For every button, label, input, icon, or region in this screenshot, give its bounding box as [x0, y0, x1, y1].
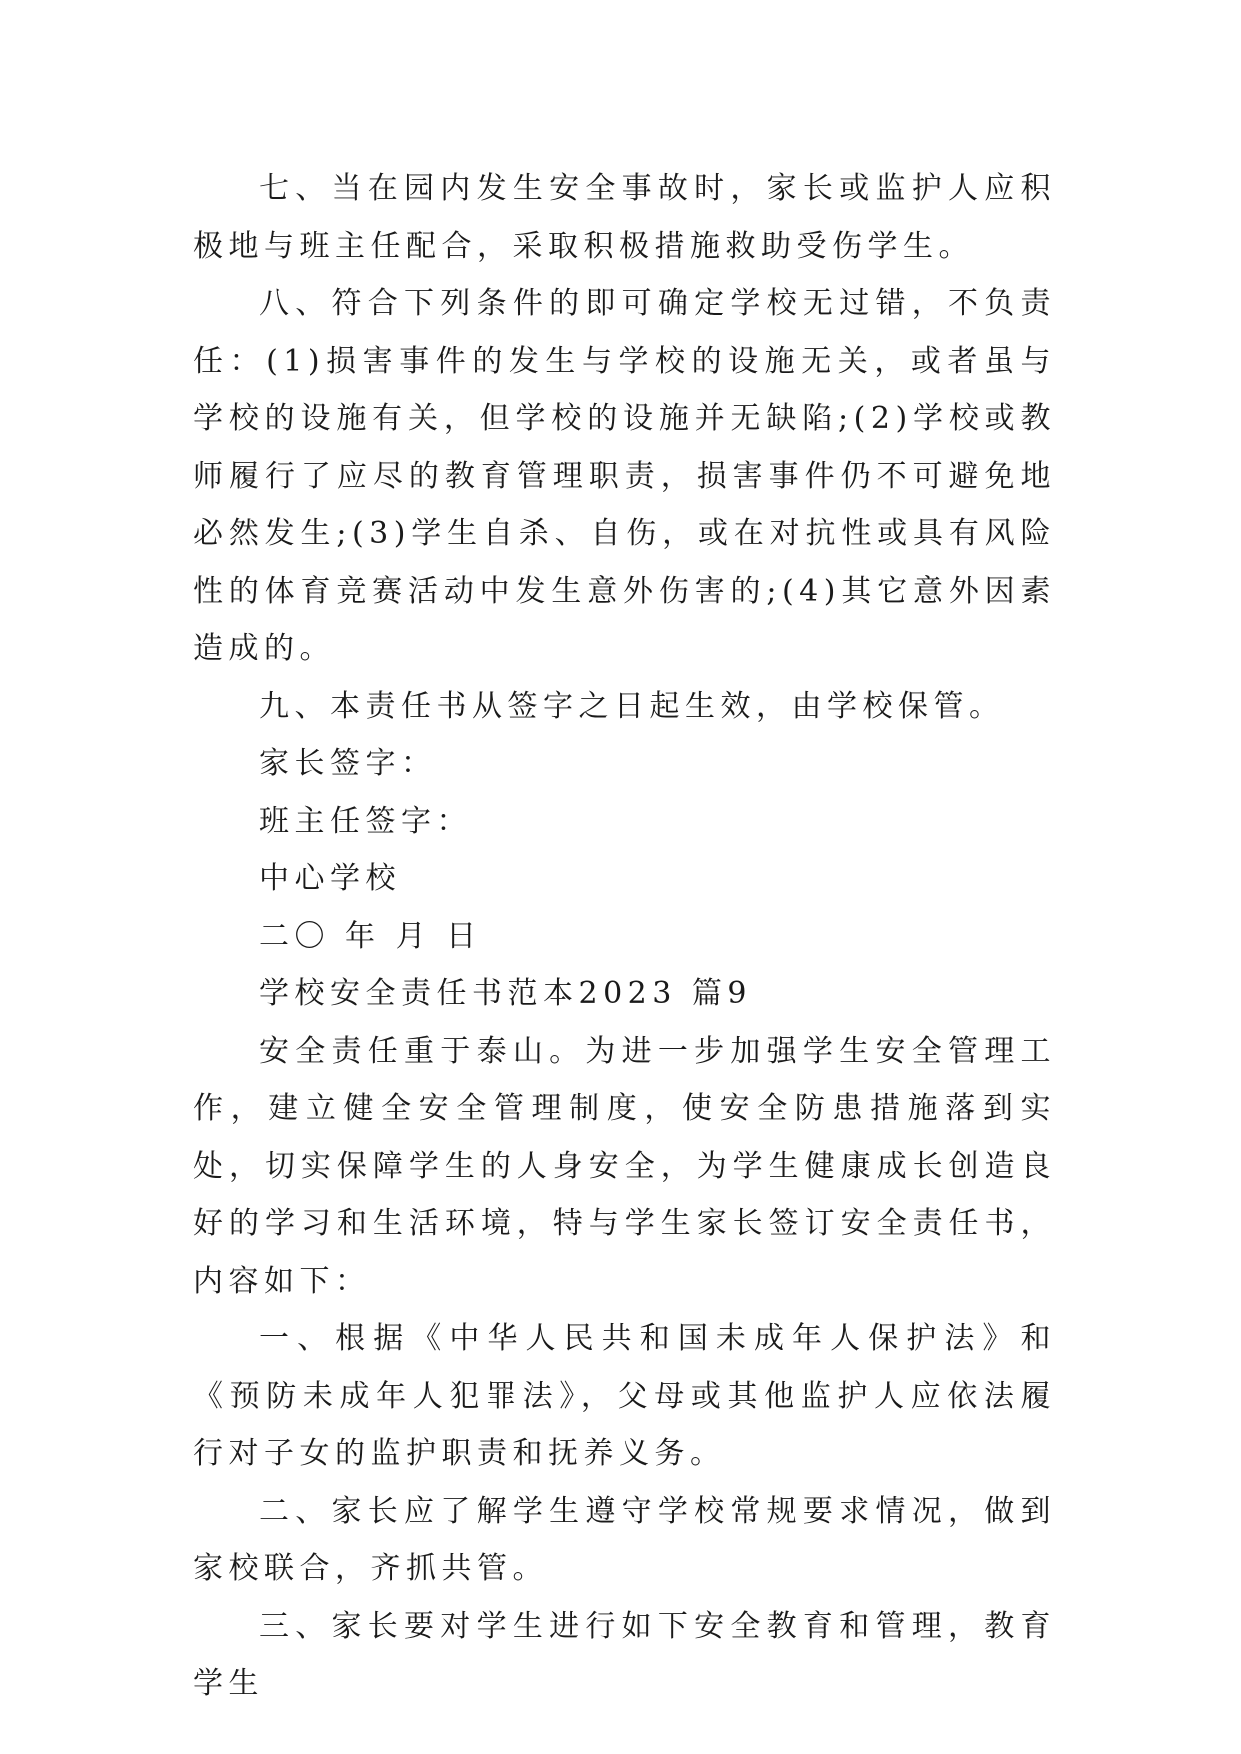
teacher-signature-line: 班主任签字：	[259, 803, 472, 839]
document-page	[193, 160, 1056, 1713]
paragraph-item-3: 三、家长要对学生进行如下安全教育和管理，教育学生	[193, 1608, 1056, 1701]
date-line: 二〇 年 月 日	[259, 918, 482, 954]
section-title: 学校安全责任书范本2023 篇9	[259, 976, 752, 1011]
parent-signature-line: 家长签字：	[259, 746, 437, 781]
paragraph-item-9: 九、本责任书从签字之日起生效，由学校保管。	[259, 688, 1005, 724]
paragraph-item-8: 八、符合下列条件的即可确定学校无过错，不负责任：(1)损害事件的发生与学校的设施无关，或者虽与学校的设施有关，但学校的设施并无缺陷;(2)学校或教师履行了应尽的教育管理职责，损害事件仍不可避免地必然发生;(3)学生自杀、自伤，或在对抗性或具有风险性的体育竞赛活动中发生意外伤害的;(4)其它意外因素造成的。	[193, 286, 1056, 666]
intro-paragraph: 安全责任重于泰山。为进一步加强学生安全管理工作，建立健全安全管理制度，使安全防患措施落到实处，切实保障学生的人身安全，为学生健康成长创造良好的学习和生活环境，特与学生家长签订安全责任书，内容如下：	[193, 1033, 1056, 1299]
paragraph-item-1: 一、根据《中华人民共和国未成年人保护法》和《预防未成年人犯罪法》，父母或其他监护人应依法履行对子女的监护职责和抚养义务。	[193, 1321, 1056, 1471]
paragraph-item-2: 二、家长应了解学生遵守学校常规要求情况，做到家校联合，齐抓共管。	[193, 1493, 1056, 1586]
school-name-line: 中心学校	[259, 861, 401, 896]
paragraph-item-7: 七、当在园内发生安全事故时，家长或监护人应积极地与班主任配合，采取积极措施救助受伤学生。	[193, 171, 1056, 264]
